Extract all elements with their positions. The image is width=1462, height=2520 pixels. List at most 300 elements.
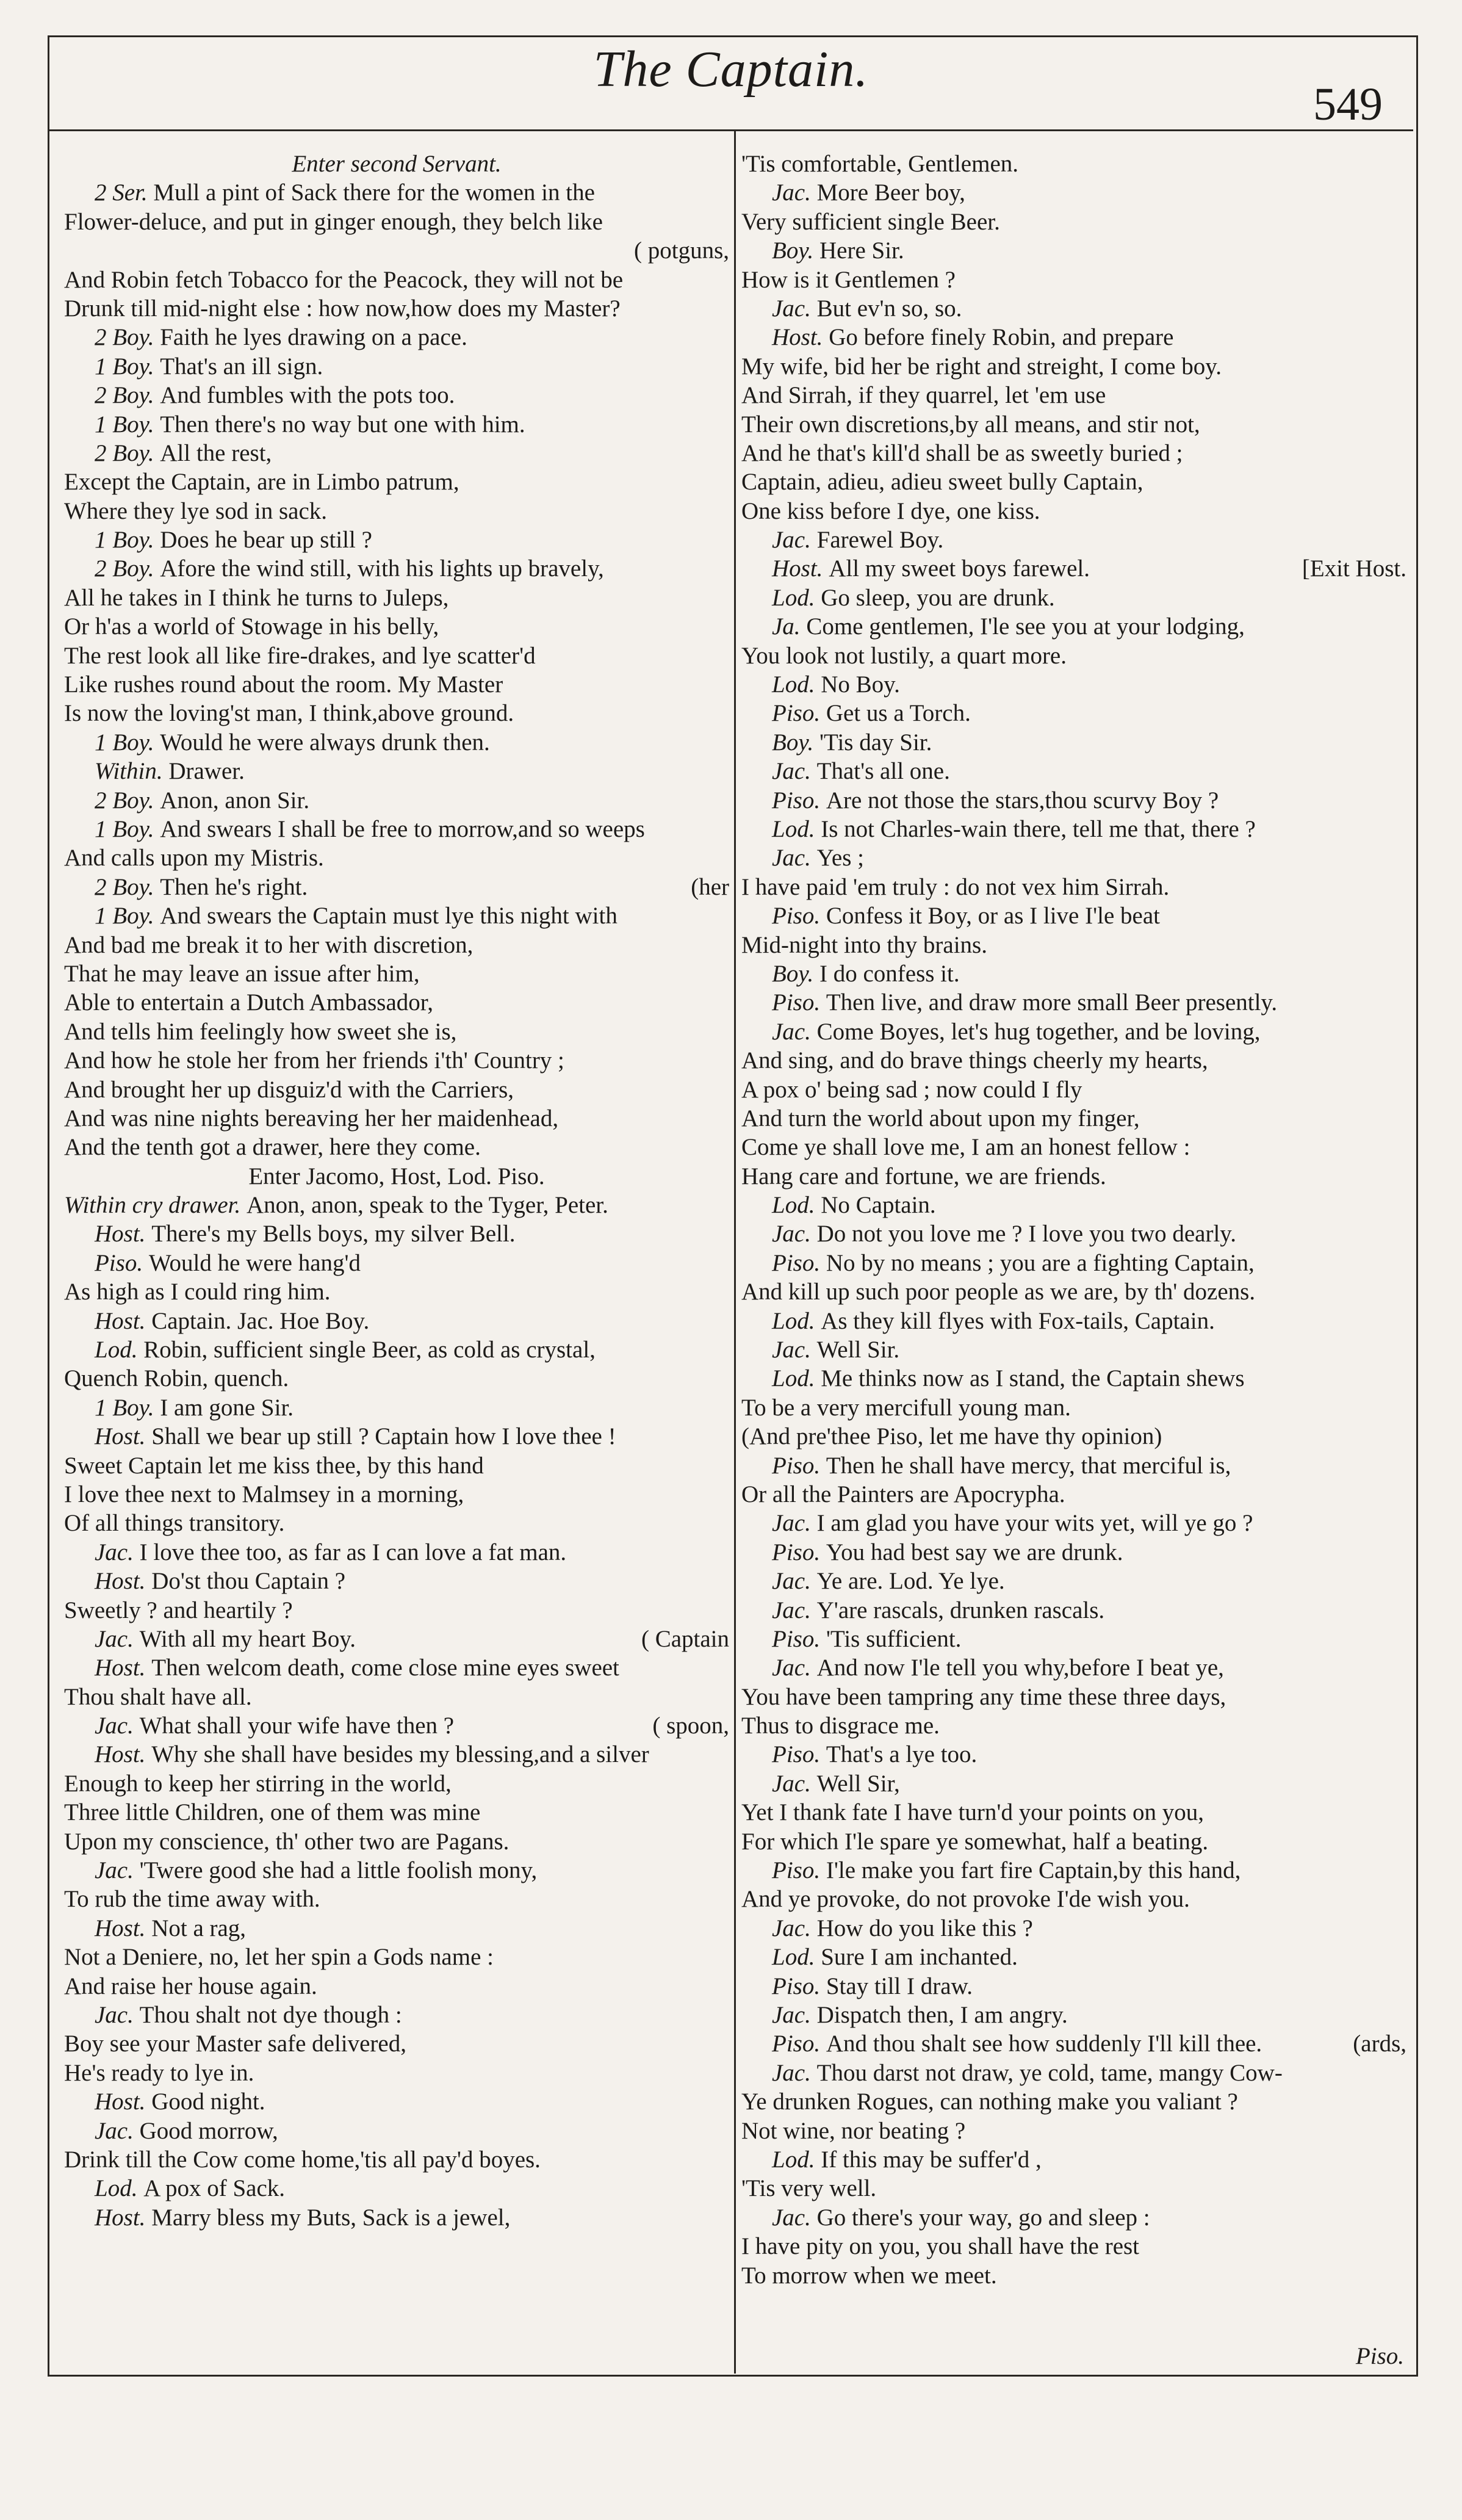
text-line	[741, 1625, 1406, 1653]
line-text: A pox of Sack.	[143, 2175, 286, 2202]
text-line	[741, 1046, 1406, 1075]
line-text: You look not lustily, a quart more.	[741, 642, 1067, 669]
speaker-label: Jac.	[772, 1221, 817, 1247]
speaker-label: Host.	[95, 1915, 152, 1941]
text-line	[741, 1740, 1406, 1769]
text-line	[64, 2059, 729, 2087]
text-line	[64, 931, 729, 959]
line-text: All the rest,	[160, 439, 272, 466]
text-line	[741, 1307, 1406, 1335]
text-line	[64, 1017, 729, 1046]
text-line	[64, 236, 729, 265]
text-line	[64, 150, 729, 178]
line-text: And the tenth got a drawer, here they come.	[64, 1134, 481, 1161]
speaker-label: Jac.	[772, 758, 817, 785]
line-text: Go sleep, you are drunk.	[821, 584, 1055, 611]
speaker-label: Host.	[772, 555, 829, 582]
text-line	[741, 1393, 1406, 1422]
speaker-label: Lod.	[772, 2146, 821, 2173]
line-text: Then welcom death, come close mine eyes sweet	[151, 1655, 619, 1681]
text-line	[741, 381, 1406, 410]
line-text: Not wine, nor beating ?	[741, 2117, 966, 2144]
text-line	[741, 323, 1406, 352]
line-text: Come Boyes, let's hug together, and be loving,	[816, 1018, 1261, 1045]
speaker-label: 1 Boy.	[95, 815, 160, 842]
speaker-label: Jac.	[95, 1857, 140, 1884]
speaker-label: Lod.	[772, 1365, 821, 1392]
text-line	[64, 612, 729, 641]
text-line	[741, 931, 1406, 959]
text-line	[64, 468, 729, 496]
line-text: Mid-night into thy brains.	[741, 931, 987, 958]
line-text: How is it Gentlemen ?	[741, 266, 956, 293]
line-text: Flower-deluce, and put in ginger enough, they belch like	[64, 208, 603, 235]
text-line	[741, 2261, 1406, 2290]
speaker-label: Host.	[95, 2089, 152, 2115]
text-line	[741, 1683, 1406, 1711]
text-line	[64, 1914, 729, 1943]
line-text: Anon, anon Sir.	[160, 787, 310, 814]
text-line	[741, 699, 1406, 727]
column-divider	[734, 131, 736, 2374]
text-line	[64, 1277, 729, 1306]
speaker-label: Piso.	[772, 1539, 826, 1565]
text-line	[741, 815, 1406, 843]
speaker-label: 1 Boy.	[95, 1394, 160, 1421]
line-text: Come gentlemen, I'le see you at your lodging,	[806, 613, 1245, 640]
header-rule	[49, 129, 1413, 131]
text-line	[741, 1335, 1406, 1364]
text-line	[64, 1307, 729, 1335]
text-line	[64, 1364, 729, 1393]
line-text: (And pre'thee Piso, let me have thy opinion)	[741, 1423, 1162, 1450]
line-text: If this may be suffer'd ,	[821, 2146, 1042, 2173]
text-line	[64, 323, 729, 352]
line-text: I do confess it.	[819, 960, 960, 987]
line-text: Sweetly ? and heartily ?	[64, 1597, 293, 1623]
text-line	[64, 294, 729, 323]
text-line	[64, 1422, 729, 1451]
line-text: And brought her up disguiz'd with the Carriers,	[64, 1076, 514, 1103]
line-text: Do not you love me ? I love you two dearly.	[816, 1221, 1237, 1247]
line-text: That's all one.	[816, 758, 950, 785]
text-line	[64, 1740, 729, 1769]
speaker-label: 1 Boy.	[95, 729, 160, 756]
text-line	[741, 2174, 1406, 2203]
text-line	[741, 1075, 1406, 1104]
text-line	[741, 1769, 1406, 1798]
line-text: You had best say we are drunk.	[826, 1539, 1123, 1565]
line-text: To rub the time away with.	[64, 1886, 320, 1913]
line-text: As they kill flyes with Fox-tails, Captain.	[821, 1307, 1215, 1334]
text-line	[64, 670, 729, 699]
line-text: All he takes in I think he turns to Juleps,	[64, 584, 449, 611]
line-text: And raise her house again.	[64, 1973, 317, 1999]
line-text: Does he bear up still ?	[160, 527, 372, 554]
speaker-label: Host.	[95, 1221, 152, 1247]
speaker-label: Jac.	[772, 1510, 817, 1537]
line-text: Me thinks now as I stand, the Captain shews	[821, 1365, 1245, 1392]
speaker-label: Piso.	[772, 700, 826, 727]
speaker-label: 2 Boy.	[95, 439, 160, 466]
line-text: With all my heart Boy.	[139, 1625, 356, 1652]
line-text: Drawer.	[168, 758, 245, 785]
line-text: Or all the Painters are Apocrypha.	[741, 1481, 1065, 1507]
speaker-label: Lod.	[772, 671, 821, 698]
line-text: And calls upon my Mistris.	[64, 845, 324, 872]
speaker-label: Lod.	[772, 1192, 821, 1219]
speaker-label: 2 Boy.	[95, 787, 160, 814]
text-line	[741, 525, 1406, 554]
text-line	[64, 2203, 729, 2232]
speaker-label: Jac.	[772, 2002, 817, 2028]
text-line	[64, 1596, 729, 1625]
line-text: Not a Deniere, no, let her spin a Gods name :	[64, 1944, 494, 1971]
text-line	[64, 1335, 729, 1364]
line-text: Come ye shall love me, I am an honest fellow :	[741, 1134, 1190, 1161]
line-text: Sure I am inchanted.	[821, 1944, 1018, 1971]
speaker-label: Jac.	[772, 845, 817, 872]
line-text: Ye are. Lod. Ye lye.	[816, 1568, 1005, 1595]
speaker-label: Jac.	[772, 179, 817, 206]
text-line	[64, 497, 729, 525]
speaker-label: Boy.	[772, 960, 819, 987]
line-tail: ( spoon,	[652, 1713, 729, 1739]
line-text: I have paid 'em truly : do not vex him Sirrah.	[741, 873, 1170, 900]
speaker-label: Jac.	[772, 1770, 817, 1797]
line-text: And tells him feelingly how sweet she is,	[64, 1018, 457, 1045]
speaker-label: Jac.	[95, 1539, 140, 1565]
text-line	[741, 2145, 1406, 2174]
line-text: I'le make you fart fire Captain,by this hand,	[826, 1857, 1241, 1884]
line-text: For which I'le spare ye somewhat, half a beating.	[741, 1828, 1209, 1855]
text-line	[741, 583, 1406, 612]
text-line	[741, 1972, 1406, 2001]
line-text: Good night.	[151, 2089, 265, 2115]
line-text: To be a very mercifull young man.	[741, 1394, 1071, 1421]
text-line	[64, 1683, 729, 1711]
text-line	[64, 178, 729, 207]
speaker-label: Host.	[95, 1423, 152, 1450]
line-text: Thou shalt not dye though :	[139, 2002, 402, 2028]
line-text: Here Sir.	[819, 237, 904, 264]
right-column	[741, 150, 1406, 2290]
line-text: Captain, adieu, adieu sweet bully Captain,	[741, 469, 1143, 496]
text-line	[741, 236, 1406, 265]
line-text: Are not those the stars,thou scurvy Boy ?	[826, 787, 1219, 814]
line-text: Is now the loving'st man, I think,above ground.	[64, 700, 514, 727]
text-line	[741, 2203, 1406, 2232]
text-line	[741, 1017, 1406, 1046]
line-text: Good morrow,	[139, 2117, 278, 2144]
line-text: That's an ill sign.	[160, 353, 323, 380]
text-line	[741, 1219, 1406, 1248]
line-text: Yes ;	[816, 845, 864, 872]
text-line	[64, 959, 729, 988]
line-text: No Boy.	[821, 671, 900, 698]
speaker-label: 2 Boy.	[95, 555, 160, 582]
text-line	[64, 1393, 729, 1422]
line-text: Is not Charles-wain there, tell me that, there ?	[821, 815, 1256, 842]
text-line	[64, 728, 729, 757]
line-text: 'Tis sufficient.	[826, 1625, 962, 1652]
line-text: Thou shalt have all.	[64, 1683, 252, 1710]
line-text: Yet I thank fate I have turn'd your points on you,	[741, 1799, 1205, 1826]
line-text: Afore the wind still, with his lights up bravely,	[160, 555, 604, 582]
line-text: That he may leave an issue after him,	[64, 960, 420, 987]
text-line	[64, 525, 729, 554]
text-line	[64, 2001, 729, 2029]
text-line	[64, 1943, 729, 1971]
line-tail: ( Captain	[641, 1625, 729, 1652]
speaker-label: Piso.	[772, 903, 826, 930]
line-text: Their own discretions,by all means, and stir not,	[741, 411, 1200, 438]
text-line	[741, 901, 1406, 930]
speaker-label: Piso.	[95, 1249, 149, 1276]
text-line	[64, 1827, 729, 1856]
speaker-label: Host.	[95, 1655, 152, 1681]
speaker-label: Lod.	[772, 815, 821, 842]
text-line	[64, 815, 729, 843]
line-text: Would he were hang'd	[148, 1249, 361, 1276]
text-line	[64, 1885, 729, 1913]
text-line	[741, 1653, 1406, 1682]
text-line	[741, 728, 1406, 757]
speaker-label: 1 Boy.	[95, 353, 160, 380]
line-text: Like rushes round about the room. My Master	[64, 671, 503, 698]
text-line	[64, 1625, 729, 1653]
line-text: More Beer boy,	[816, 179, 965, 206]
text-line	[64, 1538, 729, 1567]
line-text: No Captain.	[821, 1192, 936, 1219]
line-text: Very sufficient single Beer.	[741, 208, 1000, 235]
running-title: The Captain.	[593, 41, 869, 98]
line-text: To morrow when we meet.	[741, 2262, 997, 2289]
speaker-label: Ja.	[772, 613, 807, 640]
speaker-label: Jac.	[772, 2059, 817, 2086]
text-line	[741, 1191, 1406, 1219]
text-line	[64, 208, 729, 236]
speaker-label: 2 Ser.	[95, 179, 154, 206]
speaker-label: Jac.	[772, 1018, 817, 1045]
line-text: Except the Captain, are in Limbo patrum,	[64, 469, 459, 496]
text-line	[741, 554, 1406, 583]
line-text: Get us a Torch.	[826, 700, 971, 727]
line-text: Why she shall have besides my blessing,and a silver	[151, 1741, 649, 1768]
text-line	[741, 641, 1406, 670]
text-line	[741, 2059, 1406, 2087]
text-line	[741, 1364, 1406, 1393]
line-text: Able to entertain a Dutch Ambassador,	[64, 989, 433, 1016]
line-text: And fumbles with the pots too.	[160, 382, 455, 409]
text-line	[741, 2087, 1406, 2116]
text-line	[64, 1162, 729, 1191]
text-line	[64, 873, 729, 901]
text-line	[741, 873, 1406, 901]
speaker-label: Piso.	[772, 1973, 826, 1999]
text-line	[741, 410, 1406, 439]
line-text: And how he stole her from her friends i'th' Country ;	[64, 1047, 564, 1074]
line-tail: (ards,	[1353, 2031, 1406, 2057]
text-line	[64, 1856, 729, 1885]
line-text: And sing, and do brave things cheerly my hearts,	[741, 1047, 1208, 1074]
line-text: Boy see your Master safe delivered,	[64, 2031, 406, 2057]
speaker-label: Jac.	[95, 1713, 140, 1739]
line-text: 'Tis very well.	[741, 2175, 877, 2202]
speaker-label: Lod.	[772, 1944, 821, 1971]
line-text: Y'are rascals, drunken rascals.	[816, 1597, 1105, 1623]
text-line	[741, 786, 1406, 815]
speaker-label: Host.	[95, 1307, 152, 1334]
line-text: And turn the world about upon my finger,	[741, 1105, 1140, 1132]
text-line	[64, 410, 729, 439]
line-text: Then he's right.	[160, 873, 308, 900]
text-line	[741, 1596, 1406, 1625]
speaker-label: Jac.	[772, 1568, 817, 1595]
text-line	[64, 381, 729, 410]
text-line	[741, 1422, 1406, 1451]
text-line	[741, 1162, 1406, 1191]
line-text: Or h'as a world of Stowage in his belly,	[64, 613, 439, 640]
line-text: And ye provoke, do not provoke I'de wish you.	[741, 1886, 1190, 1913]
speaker-label: Jac.	[772, 2204, 817, 2231]
speaker-label: Boy.	[772, 729, 819, 756]
speaker-label: Jac.	[772, 295, 817, 322]
speaker-label: Jac.	[772, 1655, 817, 1681]
text-line	[64, 2087, 729, 2116]
line-text: Drunk till mid-night else : how now,how does my Master?	[64, 295, 621, 322]
text-line	[741, 1133, 1406, 1161]
line-text: Marry bless my Buts, Sack is a jewel,	[151, 2204, 511, 2231]
speaker-label: Piso.	[772, 1625, 826, 1652]
text-line	[64, 1653, 729, 1682]
line-text: Would he were always drunk then.	[160, 729, 490, 756]
line-text: The rest look all like fire-drakes, and lye scatter'd	[64, 642, 536, 669]
line-text: Ye drunken Rogues, can nothing make you valiant ?	[741, 2089, 1238, 2115]
text-line	[741, 1480, 1406, 1509]
speaker-label: 1 Boy.	[95, 903, 160, 930]
line-text: Mull a pint of Sack there for the women in the	[153, 179, 595, 206]
line-text: And swears I shall be free to morrow,and so weeps	[160, 815, 645, 842]
text-line	[741, 265, 1406, 294]
line-text: Go there's your way, go and sleep :	[816, 2204, 1150, 2231]
line-text: That's a lye too.	[826, 1741, 978, 1768]
text-line	[741, 1277, 1406, 1306]
line-text: Of all things transitory.	[64, 1510, 285, 1537]
line-text: Sweet Captain let me kiss thee, by this hand	[64, 1452, 484, 1479]
speaker-label: Lod.	[772, 1307, 821, 1334]
text-line	[741, 2029, 1406, 2058]
text-line	[64, 1509, 729, 1537]
text-line	[741, 1856, 1406, 1885]
speaker-label: Host.	[95, 1568, 152, 1595]
speaker-label: Within cry drawer.	[64, 1192, 247, 1219]
line-text: Stay till I draw.	[826, 1973, 973, 1999]
text-line	[741, 1567, 1406, 1595]
speaker-label: Piso.	[772, 989, 826, 1016]
text-line	[64, 699, 729, 727]
speaker-label: 2 Boy.	[95, 324, 160, 351]
text-line	[741, 352, 1406, 381]
line-text: Confess it Boy, or as I live I'le beat	[826, 903, 1160, 930]
text-line	[741, 959, 1406, 988]
speaker-label: Piso.	[772, 1249, 826, 1276]
text-line	[64, 1219, 729, 1248]
text-line	[741, 757, 1406, 785]
text-line	[64, 554, 729, 583]
line-text: Shall we bear up still ? Captain how I love thee !	[151, 1423, 616, 1450]
line-text: Go before finely Robin, and prepare	[829, 324, 1174, 351]
text-line	[64, 1711, 729, 1740]
speaker-label: 1 Boy.	[95, 527, 160, 554]
speaker-label: Host.	[95, 2204, 152, 2231]
speaker-label: Lod.	[95, 1337, 144, 1363]
speaker-label: Lod.	[95, 2175, 144, 2202]
text-line	[741, 1249, 1406, 1277]
text-line	[741, 497, 1406, 525]
line-text: As high as I could ring him.	[64, 1279, 331, 1305]
text-line	[64, 1798, 729, 1827]
speaker-label: Jac.	[95, 2002, 140, 2028]
text-line	[64, 901, 729, 930]
line-text: Where they lye sod in sack.	[64, 497, 328, 524]
line-text: And was nine nights bereaving her her maidenhead,	[64, 1105, 559, 1132]
text-line	[64, 1972, 729, 2001]
text-line	[741, 150, 1406, 178]
catchword: Piso.	[1355, 2343, 1404, 2369]
text-line	[741, 670, 1406, 699]
line-text: Upon my conscience, th' other two are Pagans.	[64, 1828, 510, 1855]
text-line	[741, 468, 1406, 496]
text-line	[741, 2117, 1406, 2145]
text-line	[64, 1451, 729, 1480]
text-line	[64, 2117, 729, 2145]
text-line	[741, 178, 1406, 207]
text-line	[741, 1943, 1406, 1971]
line-text: Anon, anon, speak to the Tyger, Peter.	[247, 1192, 608, 1219]
page-number: 549	[1313, 79, 1383, 130]
line-text: I am gone Sir.	[160, 1394, 294, 1421]
line-text: Do'st thou Captain ?	[151, 1568, 346, 1595]
line-text: Quench Robin, quench.	[64, 1365, 289, 1392]
text-line	[741, 1509, 1406, 1537]
text-line	[64, 1075, 729, 1104]
text-line	[64, 1133, 729, 1161]
speaker-label: Boy.	[772, 237, 819, 264]
text-line	[741, 1451, 1406, 1480]
text-line	[741, 1538, 1406, 1567]
speaker-label: 1 Boy.	[95, 411, 160, 438]
text-line	[741, 1798, 1406, 1827]
speaker-label: Jac.	[772, 527, 817, 554]
line-text: 'Tis day Sir.	[819, 729, 932, 756]
line-text: A pox o' being sad ; now could I fly	[741, 1076, 1082, 1103]
text-line	[741, 988, 1406, 1017]
line-text: 'Tis comfortable, Gentlemen.	[741, 151, 1019, 177]
text-line	[64, 2145, 729, 2174]
line-text: And bad me break it to her with discretion,	[64, 931, 474, 958]
text-line	[64, 988, 729, 1017]
line-text: He's ready to lye in.	[64, 2059, 254, 2086]
speaker-label: Jac.	[772, 1915, 817, 1941]
line-text: Enough to keep her stirring in the world,	[64, 1770, 452, 1797]
speaker-label: Host.	[95, 1741, 152, 1768]
line-text: I am glad you have your wits yet, will ye go ?	[816, 1510, 1253, 1537]
speaker-label: Piso.	[772, 1452, 826, 1479]
line-text: Thou darst not draw, ye cold, tame, mangy Cow-	[816, 2059, 1283, 2086]
line-text: Then there's no way but one with him.	[160, 411, 525, 438]
line-text: Then live, and draw more small Beer presently.	[826, 989, 1278, 1016]
